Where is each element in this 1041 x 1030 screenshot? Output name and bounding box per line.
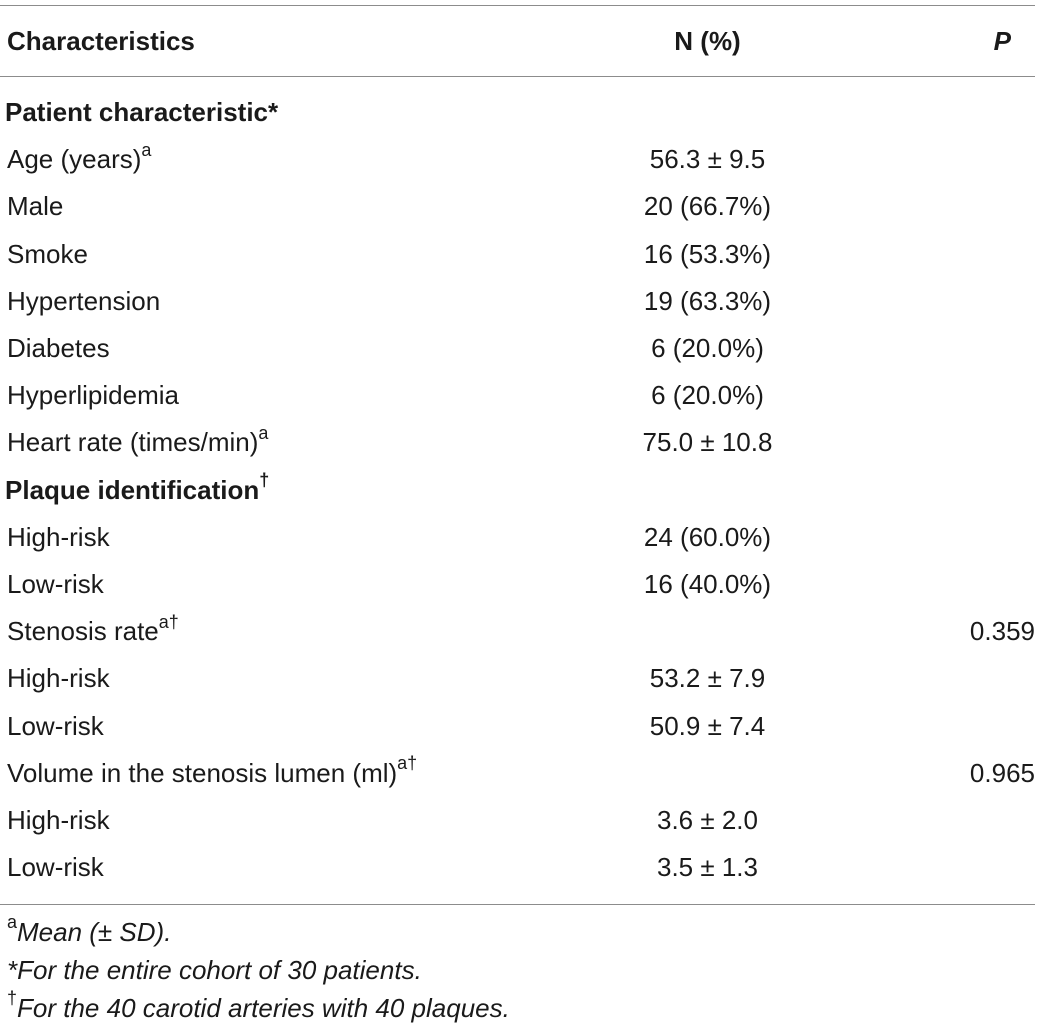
header-p: P — [993, 26, 1011, 56]
row-value: 50.9 ± 7.4 — [649, 710, 766, 741]
footnote-mark: † — [7, 988, 18, 1009]
table-row — [0, 231, 1041, 278]
table-row — [0, 136, 1041, 183]
row-value: 3.5 ± 1.3 — [656, 852, 758, 883]
row-label-text: Low-risk — [7, 569, 104, 599]
row-label — [7, 419, 268, 466]
row-label-text: Patient characteristic* — [5, 97, 279, 127]
row-label — [7, 608, 179, 655]
row-value: 24 (60.0%) — [643, 521, 772, 552]
row-p-value: 0.965 — [969, 757, 1035, 788]
row-label — [7, 325, 110, 372]
row-value: 75.0 ± 10.8 — [642, 427, 773, 458]
row-label-text: High-risk — [7, 663, 110, 694]
table-row — [0, 325, 1041, 372]
row-value: 16 (40.0%) — [643, 569, 772, 599]
row-label-text: Stenosis rate — [7, 616, 159, 647]
table-bottom-rule — [0, 904, 1035, 905]
row-value: 3.6 ± 2.0 — [656, 805, 758, 835]
row-label — [7, 183, 63, 230]
row-label — [7, 514, 110, 561]
row-label-text: Age (years) — [7, 144, 142, 175]
footnote-mark: a — [7, 912, 18, 933]
table-row — [0, 419, 1041, 466]
table-row — [0, 703, 1041, 750]
table-row — [0, 372, 1041, 419]
table-top-rule — [0, 5, 1035, 6]
table-row — [0, 797, 1041, 844]
row-label — [5, 89, 278, 136]
row-label — [7, 797, 110, 844]
table-row — [0, 514, 1041, 561]
table-footnotes — [7, 913, 510, 1027]
footnote-mean-sd — [7, 913, 510, 951]
row-value: 56.3 ± 9.5 — [649, 144, 766, 175]
table-row — [0, 608, 1041, 655]
row-label — [5, 467, 269, 514]
row-value: 53.2 ± 7.9 — [649, 663, 766, 694]
row-label-text: Hypertension — [7, 285, 161, 316]
footnote-cohort — [7, 951, 510, 989]
header-n-percent: N (%) — [674, 26, 741, 56]
row-label-text: Plaque identification — [5, 474, 260, 505]
row-label-text: Hyperlipidemia — [7, 380, 179, 411]
row-label-text: Volume in the stenosis lumen (ml) — [7, 757, 398, 788]
row-label-text: Heart rate (times/min) — [7, 427, 259, 458]
table-row — [0, 750, 1041, 797]
row-label — [7, 655, 110, 702]
row-label-text: Low-risk — [7, 710, 104, 741]
table-row — [0, 561, 1041, 608]
row-value: 6 (20.0%) — [651, 333, 764, 363]
row-value: 19 (63.3%) — [643, 285, 772, 316]
table-row — [0, 844, 1041, 891]
row-label-text: High-risk — [7, 521, 110, 552]
footnote-text: *For the entire cohort of 30 patients. — [7, 955, 422, 985]
row-value: 6 (20.0%) — [651, 380, 764, 411]
row-p-value: 0.359 — [969, 616, 1035, 647]
table-row — [0, 655, 1041, 702]
row-value: 20 (66.7%) — [643, 191, 772, 222]
row-label-text: Low-risk — [7, 852, 104, 883]
row-label-text: High-risk — [7, 805, 110, 835]
row-label-superscript: † — [259, 469, 270, 490]
row-label-superscript: a — [258, 422, 269, 443]
footnote-text: Mean (± SD). — [17, 917, 172, 947]
row-label — [7, 372, 179, 419]
header-characteristics: Characteristics — [7, 26, 195, 56]
row-label-superscript: a† — [397, 753, 418, 774]
table-row — [0, 183, 1041, 230]
row-label — [7, 561, 104, 608]
row-label-text: Smoke — [7, 238, 88, 269]
table-row — [0, 278, 1041, 325]
row-label — [7, 844, 104, 891]
row-label-text: Diabetes — [7, 333, 110, 363]
row-label — [7, 703, 104, 750]
footnote-arteries — [7, 989, 510, 1027]
row-label — [7, 750, 417, 797]
table-header-rule — [0, 76, 1035, 77]
row-label-superscript: a — [141, 139, 152, 160]
table-header-row — [0, 18, 1041, 65]
row-label — [7, 278, 160, 325]
row-label — [7, 136, 151, 183]
row-value: 16 (53.3%) — [643, 238, 772, 269]
footnote-text: For the 40 carotid arteries with 40 plaques. — [17, 993, 510, 1023]
row-label-superscript: a† — [158, 611, 179, 632]
section-header-row — [0, 467, 1041, 514]
row-label-text: Male — [7, 191, 64, 222]
row-label — [7, 231, 88, 278]
section-header-row — [0, 89, 1041, 136]
